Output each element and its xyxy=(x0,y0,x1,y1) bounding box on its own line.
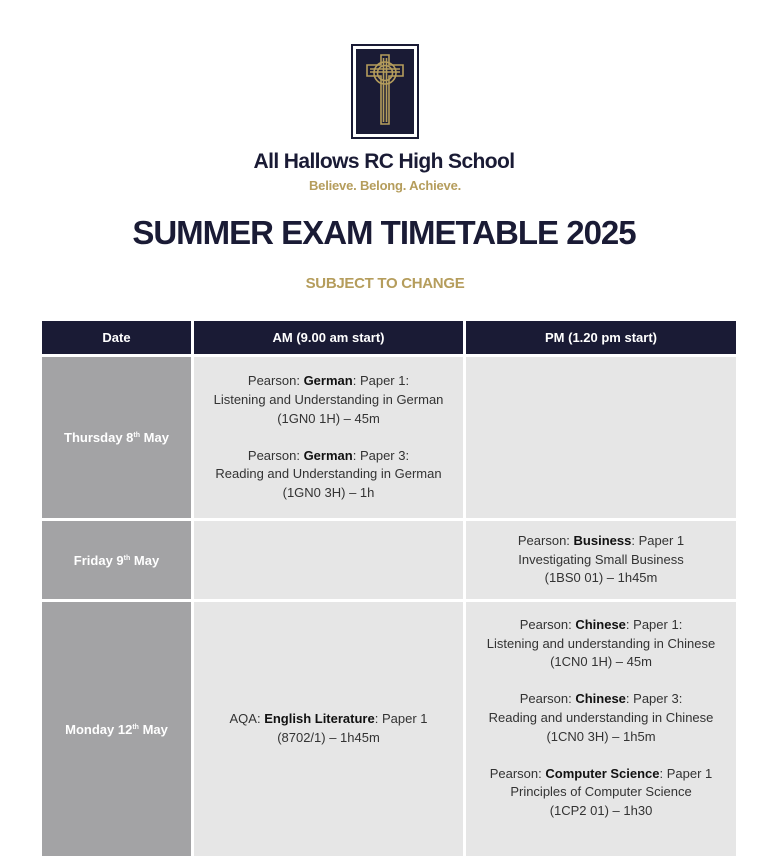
subject-to-change-note: SUBJECT TO CHANGE xyxy=(305,275,465,292)
pm-cell xyxy=(466,521,736,599)
exam-timetable xyxy=(39,318,739,859)
school-name: All Hallows RC High School xyxy=(253,150,515,173)
table-row xyxy=(42,521,736,599)
exam-entry: Pearson: Chinese: Paper 1: Listening and understanding in Chinese (1CN0 1H) – 45m xyxy=(486,617,716,670)
logo-background xyxy=(356,49,414,134)
table-row xyxy=(42,602,736,856)
date-cell: Monday 12th May xyxy=(42,602,191,856)
header-pm: PM (1.20 pm start) xyxy=(466,321,736,354)
exam-entry: Pearson: Computer Science: Paper 1 Principles of Computer Science (1CP2 01) – 1h30 xyxy=(489,765,713,818)
page-title: SUMMER EXAM TIMETABLE 2025 xyxy=(132,214,636,251)
date-cell: Friday 9th May xyxy=(42,521,191,599)
am-cell xyxy=(194,602,463,856)
table-row xyxy=(42,357,736,518)
date-cell: Thursday 8th May xyxy=(42,357,191,518)
exam-entry: Pearson: Chinese: Paper 3: Reading and understanding in Chinese (1CN0 3H) – 1h5m xyxy=(488,691,714,744)
header-am: AM (9.00 am start) xyxy=(194,321,463,354)
am-cell xyxy=(194,521,463,599)
header-date: Date xyxy=(42,321,191,354)
am-cell xyxy=(194,357,463,518)
exam-entry: Pearson: German: Paper 1: Listening and Understanding in German (1GN0 1H) – 45m xyxy=(213,373,444,426)
exam-entry: AQA: English Literature: Paper 1 (8702/1) – 1h45m xyxy=(229,711,428,745)
exam-entry: Pearson: Business: Paper 1 Investigating Small Business (1BS0 01) – 1h45m xyxy=(517,533,685,586)
school-logo xyxy=(351,44,419,139)
celtic-cross-icon xyxy=(356,49,414,134)
header-row xyxy=(42,321,736,354)
pm-cell xyxy=(466,602,736,856)
exam-entry: Pearson: German: Paper 3: Reading and Understanding in German (1GN0 3H) – 1h xyxy=(215,447,442,500)
pm-cell xyxy=(466,357,736,518)
school-motto: Believe. Belong. Achieve. xyxy=(308,178,462,193)
